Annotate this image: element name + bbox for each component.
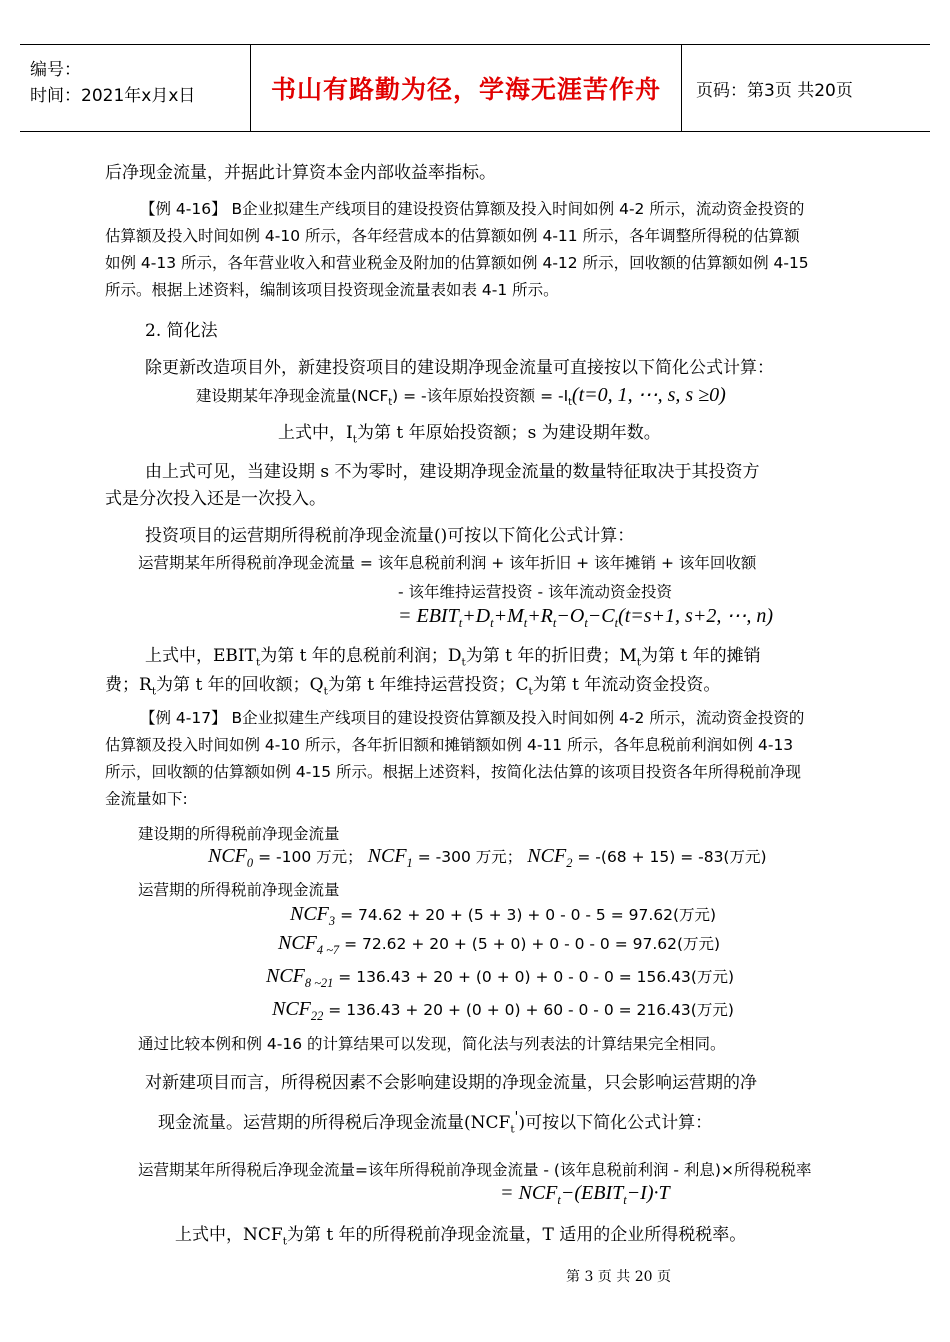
text-span: 上式中，I [278,423,353,443]
formula-term: −(EBIT [560,1182,624,1204]
subscript: t [151,685,157,698]
subscript: t [528,685,533,698]
page-header [20,44,930,132]
subscript: 22 [310,1009,324,1023]
formula-text: 建设期某年净现金流量(NCF [196,387,389,405]
formula-term: +R [527,605,553,627]
formula-text: ) = -该年原始投资额 = -I [392,387,569,405]
prime-mark: ' [514,1109,519,1126]
text-span: 为第 t 年的摊销 [641,646,761,666]
ncf-value: = 136.43 + 20 + (0 + 0) + 60 - 0 - 0 = 216.43(万元) [328,1001,734,1019]
ncf-symbol: NCF [290,903,329,925]
ncf-value: = 136.43 + 20 + (0 + 0) + 0 - 0 - 0 = 156.43(万元) [338,968,735,986]
text-span: 为第 t 年原始投资额；s 为建设期年数。 [356,423,661,443]
subscript: t [388,397,393,409]
subscript: t [623,1193,627,1207]
text-line: 对新建项目而言，所得税因素不会影响建设期的净现金流量，只会影响运营期的净 [145,1073,757,1093]
formula-term: −C [587,605,615,627]
text-span: )可按以下简化公式计算： [518,1113,713,1133]
subscript: 2 [566,856,573,870]
example-16-line: 如例 4-13 所示，各年营业收入和营业税金及附加的估算额如例 4-12 所示，回收额的估算额如例 4-15 [105,254,809,272]
subscript: t [636,656,641,669]
subscript: t [568,397,572,409]
time-label: 时间：2021年x月x日 [30,86,196,106]
example-17-line: 估算额及投入时间如例 4-10 所示，各年折旧额和摊销额如例 4-11 所示，各年息税前利润如例 4-13 [105,736,794,754]
example-16-line: 估算额及投入时间如例 4-10 所示，各年经营成本的估算额如例 4-11 所示，各年调整所得税的估算额 [105,227,800,245]
text-span: 上式中，NCF [175,1225,283,1245]
example-17-line: 金流量如下: [105,790,188,808]
formula-term: = NCF [500,1182,558,1204]
formula-term: = EBIT [398,605,459,627]
ncf-symbol: NCF [208,845,247,867]
example-16-line: 【例 4-16】 B企业拟建生产线项目的建设投资估算额及投入时间如例 4-2 所示，流动资金投资的 [140,200,805,218]
text-span: 为第 t 年的所得税前净现金流量，T 适用的企业所得税税率。 [286,1225,747,1245]
text-line: 除更新改造项目外，新建投资项目的建设期净现金流量可直接按以下简化公式计算： [145,358,774,378]
subscript: t [552,616,557,630]
text-span: 现金流量。运营期的所得税后净现金流量(NCF [158,1113,511,1133]
subscript: 4 ~7 [316,943,340,957]
text-line: 后净现金流量，并据此计算资本金内部收益率指标。 [105,163,496,183]
formula-term: +D [462,605,491,627]
formula-term: −O [556,605,585,627]
formula-line: - 该年维持运营投资 - 该年流动资金投资 [398,583,672,601]
ncf-symbol: NCF [266,965,305,987]
code-label: 编号： [30,60,81,80]
ncf-value: = -100 万元； [258,848,363,866]
formula-line [500,1182,670,1208]
subscript: t [557,1193,561,1207]
example-16-line: 所示。根据上述资料，编制该项目投资现金流量表如表 4-1 所示。 [105,281,559,299]
text-line: 投资项目的运营期所得税前净现金流量()可按以下简化公式计算： [145,526,635,546]
text-span: 为第 t 年的息税前利润；D [260,646,462,666]
header-page-info: 页码：第3页 共20页 [696,80,853,101]
subscript: t [458,616,463,630]
ncf-line [290,903,716,929]
text-line [158,1108,712,1135]
ncf-line [272,998,734,1024]
subscript: 8 ~21 [304,976,334,990]
subscript: t [461,656,466,669]
formula-construction [196,382,726,408]
page-footer: 第 3 页 共 20 页 [566,1269,671,1285]
subscript: 0 [246,856,254,870]
ncf-symbol: NCF [367,845,407,867]
ncf-value: = 74.62 + 20 + (5 + 3) + 0 - 0 - 5 = 97.62(万元) [340,906,717,924]
ncf-symbol: NCF [278,932,317,954]
subscript: t [584,616,588,630]
subscript: t [255,656,261,669]
formula-range: (t=0, 1, ⋯, s, s ≥0) [571,384,726,406]
header-motto: 书山有路勤为径，学海无涯苦作舟 [251,45,682,131]
subscript: t [490,616,494,630]
text-line [105,670,720,697]
text-span: 费；R [105,675,152,695]
subscript: 3 [328,914,336,928]
subheading: 运营期的所得税前净现金流量 [138,881,340,899]
subscript: 1 [406,856,413,870]
ncf-value: = -(68 + 15) = -83(万元) [577,848,767,866]
section-heading: 2. 简化法 [145,321,218,341]
text-line [175,1220,746,1247]
text-span: 为第 t 年的回收额；Q [156,675,324,695]
ncf-value: = 72.62 + 20 + (5 + 0) + 0 - 0 - 0 = 97.62(万元) [344,935,721,953]
formula-line [398,603,773,631]
text-line: 由上式可见，当建设期 s 不为零时，建设期净现金流量的数量特征取决于其投资方 [145,462,760,482]
subheading: 建设期的所得税前净现金流量 [138,825,340,843]
conclusion-line: 通过比较本例和例 4-16 的计算结果可以发现，简化法与列表法的计算结果完全相同。 [138,1035,726,1053]
formula-line: 运营期某年所得税后净现金流量=该年所得税前净现金流量 - (该年息税前利润 - 利息)×所得税税率 [138,1161,812,1179]
text-line [145,641,761,668]
text-span: 为第 t 年维持运营投资；C [327,675,529,695]
subscript: t [323,685,328,698]
ncf-line [278,932,720,958]
subscript: t [510,1123,515,1136]
text-span: 上式中，EBIT [145,646,256,666]
formula-term: (t=s+1, s+2, ⋯, n) [618,605,773,627]
ncf-line [266,965,734,991]
text-line [278,418,661,445]
ncf-symbol: NCF [272,998,311,1020]
subscript: t [352,433,357,446]
text-line: 式是分次投入还是一次投入。 [105,489,326,509]
subscript: t [614,616,619,630]
ncf-construction-line [208,845,767,871]
header-meta [20,45,251,131]
formula-term: +M [493,605,524,627]
subscript: t [523,616,528,630]
formula-line: 运营期某年所得税前净现金流量 = 该年息税前利润 + 该年折旧 + 该年摊销 + 该年回收额 [138,554,757,572]
text-span: 为第 t 年流动资金投资。 [532,675,721,695]
example-17-line: 所示，回收额的估算额如例 4-15 所示。根据上述资料，按简化法估算的该项目投资各年所得税前净现 [105,763,802,781]
text-span: 为第 t 年的折旧费；M [465,646,637,666]
ncf-value: = -300 万元； [417,848,523,866]
formula-term: −I)·T [626,1182,670,1204]
example-17-line: 【例 4-17】 B企业拟建生产线项目的建设投资估算额及投入时间如例 4-2 所示，流动资金投资的 [140,709,805,727]
ncf-symbol: NCF [527,845,567,867]
subscript: t [282,1235,287,1248]
